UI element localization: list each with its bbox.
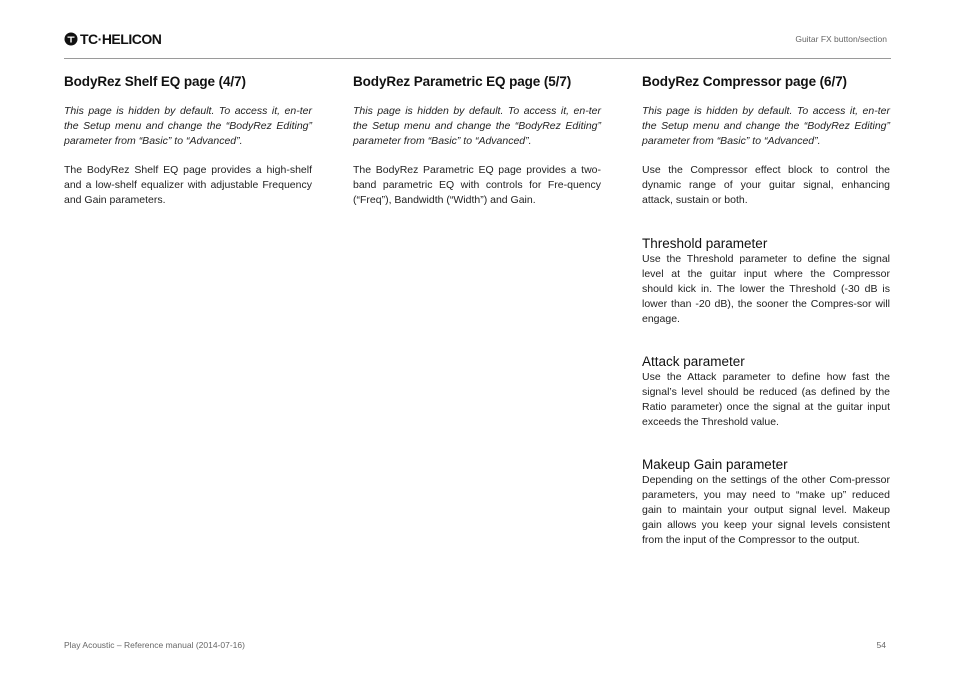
- brand-logo: [64, 29, 161, 49]
- parameter-description: Use the Threshold parameter to define the signal level at the guitar input where the Compressor should kick in. The lower the Threshold (-30 dB is lower than -20 dB), the sooner the Compres-sor will engage.: [642, 253, 890, 325]
- tc-helicon-logo-icon: [64, 32, 78, 46]
- parameter-title: Makeup Gain parameter: [642, 457, 788, 472]
- footer-page-number: 54: [876, 640, 886, 650]
- column-compressor: [642, 74, 890, 548]
- section-body: Use the Compressor effect block to control the dynamic range of your guitar signal, enhancing attack, sustain or both.: [642, 164, 890, 206]
- section-title: BodyRez Shelf EQ page (4/7): [64, 74, 246, 89]
- parameter-title: Attack parameter: [642, 354, 745, 369]
- footer-doc-title: Play Acoustic – Reference manual (2014-07-16): [64, 640, 245, 650]
- hidden-page-note: This page is hidden by default. To access it, en-ter the Setup menu and change the “BodyRez Editing” parameter from “Basic” to “Advanced”.: [642, 105, 890, 147]
- column-shelf-eq: [64, 74, 312, 208]
- column-parametric-eq: [353, 74, 601, 208]
- section-label: Guitar FX button/section: [795, 34, 887, 44]
- parameter-title: Threshold parameter: [642, 236, 768, 251]
- threshold-parameter: [642, 235, 890, 327]
- section-body: The BodyRez Shelf EQ page provides a high-shelf and a low-shelf equalizer with adjustable Frequency and Gain parameters.: [64, 164, 312, 206]
- section-title: BodyRez Parametric EQ page (5/7): [353, 74, 572, 89]
- hidden-page-note: This page is hidden by default. To access it, en-ter the Setup menu and change the “BodyRez Editing” parameter from “Basic” to “Advanced”.: [353, 105, 601, 147]
- section-title: BodyRez Compressor page (6/7): [642, 74, 847, 89]
- page-header: [64, 29, 891, 59]
- attack-parameter: [642, 353, 890, 430]
- logo-text: TC·HELICON: [80, 31, 162, 47]
- parameter-description: Depending on the settings of the other Com-pressor parameters, you may need to “make up” reduced gain to maintain your output signal level. Makeup gain allows you keep your signal levels consistent from the input of the Compressor to the output.: [642, 474, 890, 546]
- hidden-page-note: This page is hidden by default. To access it, en-ter the Setup menu and change the “BodyRez Editing” parameter from “Basic” to “Advanced”.: [64, 105, 312, 147]
- makeup-gain-parameter: [642, 456, 890, 548]
- parameter-description: Use the Attack parameter to define how fast the signal’s level should be reduced (as defined by the Ratio parameter) once the signal at the guitar input exceeds the Threshold value.: [642, 371, 890, 428]
- section-body: The BodyRez Parametric EQ page provides a two-band parametric EQ with controls for Fre-quency (“Freq”), Bandwidth (“Width”) and Gain.: [353, 164, 601, 206]
